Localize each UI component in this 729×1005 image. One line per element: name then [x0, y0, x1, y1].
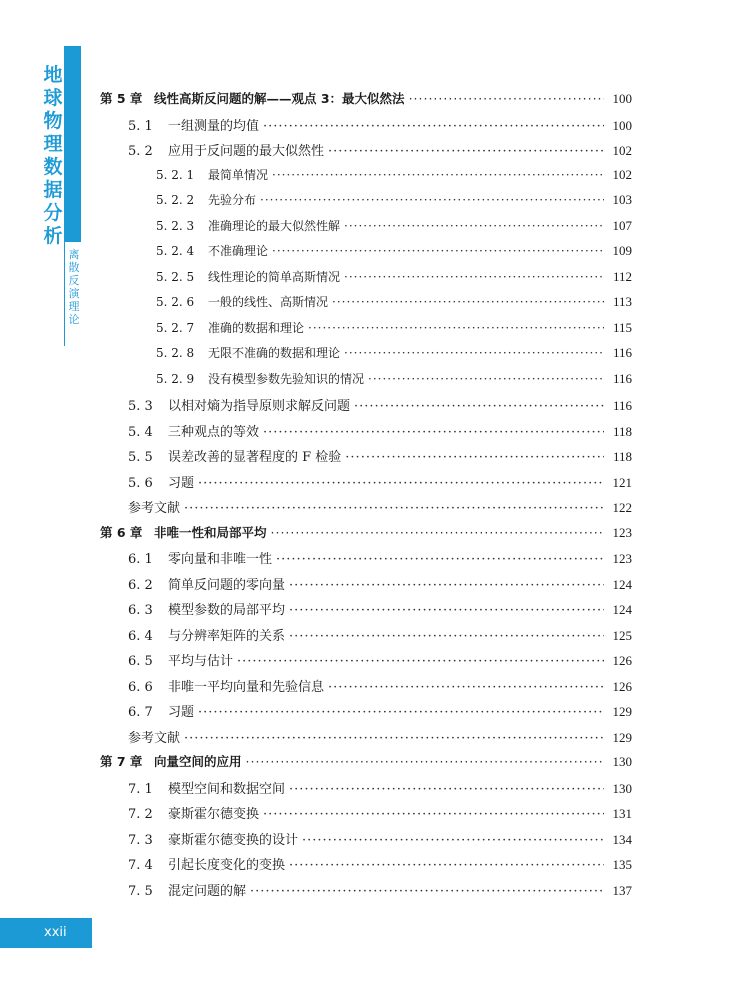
page-number: xxii — [44, 925, 67, 940]
subtitle-char: 散 — [68, 261, 80, 274]
dot-leader — [354, 399, 604, 414]
toc-entry-title: 线性高斯反问题的解——观点 3：最大似然法 — [154, 91, 405, 106]
dot-leader — [263, 807, 604, 822]
dot-leader — [289, 858, 604, 873]
toc-entry-title: 混定问题的解 — [168, 883, 247, 899]
toc-entry-number: 5. 5 — [128, 450, 153, 465]
toc-entry-page: 137 — [612, 882, 632, 898]
toc-entry-title: 模型空间和数据空间 — [168, 781, 286, 797]
toc-entry-page: 130 — [612, 754, 632, 769]
toc-section-entry[interactable] — [100, 242, 632, 268]
toc-entry-page: 102 — [612, 166, 632, 182]
toc-entry-page: 129 — [612, 704, 632, 719]
dot-leader — [289, 629, 604, 644]
toc-section-entry[interactable] — [100, 599, 632, 625]
toc-entry-title: 引起长度变化的变换 — [168, 858, 286, 873]
toc-entry-title: 以相对熵为指导原则求解反问题 — [168, 399, 351, 414]
dot-leader — [344, 219, 604, 233]
title-char: 物 — [43, 110, 63, 132]
toc-chapter-entry[interactable] — [100, 752, 632, 778]
toc-entry-number: 7. 2 — [128, 807, 153, 822]
toc-section-entry[interactable] — [100, 625, 632, 651]
toc-entry-title: 参考文献 — [128, 501, 181, 516]
toc-section-entry[interactable] — [100, 395, 632, 421]
toc-entry-number: 第 5 章 — [100, 91, 143, 106]
dot-leader — [344, 270, 604, 284]
toc-section-entry[interactable] — [100, 701, 632, 727]
toc-entry-page: 134 — [612, 831, 632, 847]
toc-references-entry[interactable] — [100, 497, 632, 523]
book-subtitle-vertical — [66, 248, 82, 326]
toc-entry-page: 102 — [612, 143, 632, 158]
toc-entry-title: 模型参数的局部平均 — [168, 603, 286, 618]
toc-entry-page: 103 — [612, 192, 632, 207]
table-of-contents — [100, 89, 632, 905]
toc-section-entry[interactable] — [100, 880, 632, 906]
toc-entry-number: 6. 7 — [128, 705, 153, 720]
dot-leader — [289, 782, 604, 797]
toc-entry-title: 习题 — [168, 705, 195, 720]
toc-entry-page: 125 — [612, 627, 632, 643]
dot-leader — [184, 731, 604, 746]
toc-entry-number: 5. 2. 6 — [156, 295, 195, 309]
toc-entry-number: 7. 3 — [128, 832, 153, 848]
toc-entry-page: 109 — [612, 243, 632, 258]
toc-section-entry[interactable] — [100, 217, 632, 243]
toc-entry-page: 115 — [612, 319, 632, 335]
toc-section-entry[interactable] — [100, 293, 632, 319]
toc-entry-page: 118 — [612, 449, 632, 464]
toc-entry-page: 124 — [612, 602, 632, 617]
dot-leader — [289, 578, 604, 593]
toc-entry-title: 一组测量的均值 — [168, 118, 260, 134]
dot-leader — [328, 144, 604, 159]
side-divider — [64, 242, 65, 346]
dot-leader — [332, 295, 604, 309]
toc-section-entry[interactable] — [100, 676, 632, 702]
title-char: 地 — [43, 64, 63, 86]
dot-leader — [272, 168, 604, 182]
subtitle-char: 论 — [68, 313, 80, 326]
toc-entry-page: 123 — [612, 551, 632, 566]
toc-entry-page: 121 — [612, 474, 632, 490]
toc-entry-number: 5. 6 — [128, 475, 153, 491]
toc-entry-title: 向量空间的应用 — [154, 754, 242, 769]
toc-entry-number: 5. 2. 4 — [156, 244, 195, 258]
toc-section-entry[interactable] — [100, 472, 632, 498]
toc-entry-number: 5. 4 — [128, 424, 153, 440]
toc-section-entry[interactable] — [100, 191, 632, 217]
toc-entry-number: 5. 2. 8 — [156, 346, 195, 360]
subtitle-char: 演 — [68, 287, 80, 300]
toc-chapter-entry[interactable] — [100, 89, 632, 115]
toc-entry-number: 6. 4 — [128, 628, 153, 644]
toc-entry-title: 无限不准确的数据和理论 — [208, 346, 341, 360]
book-title-vertical — [40, 64, 66, 248]
toc-entry-number: 5. 2 — [128, 144, 153, 159]
toc-entry-page: 116 — [612, 345, 632, 360]
toc-entry-page: 122 — [612, 500, 632, 515]
dot-leader — [198, 476, 604, 491]
toc-entry-number: 第 6 章 — [100, 524, 143, 540]
toc-entry-number: 5. 3 — [128, 399, 153, 414]
toc-section-entry[interactable] — [100, 650, 632, 676]
toc-entry-number: 7. 1 — [128, 781, 153, 797]
toc-entry-number: 第 7 章 — [100, 754, 143, 769]
toc-entry-number: 6. 5 — [128, 654, 153, 669]
title-char: 据 — [43, 179, 63, 201]
toc-entry-title: 线性理论的简单高斯情况 — [208, 269, 341, 284]
toc-entry-page: 126 — [612, 653, 632, 668]
toc-entry-title: 与分辨率矩阵的关系 — [168, 628, 286, 644]
toc-entry-title: 习题 — [168, 475, 195, 491]
toc-entry-title: 先验分布 — [208, 193, 257, 207]
title-char: 理 — [43, 133, 63, 155]
toc-entry-title: 应用于反问题的最大似然性 — [168, 144, 325, 159]
toc-entry-page: 116 — [612, 370, 632, 386]
toc-entry-page: 100 — [612, 117, 632, 133]
toc-section-entry[interactable] — [100, 829, 632, 855]
toc-entry-number: 5. 2. 5 — [156, 269, 195, 284]
toc-entry-title: 准确理论的最大似然性解 — [208, 218, 341, 233]
side-tab-bar — [64, 46, 81, 242]
toc-entry-number: 7. 4 — [128, 858, 153, 873]
toc-entry-page: 113 — [612, 294, 632, 309]
dot-leader — [260, 193, 604, 207]
title-char: 分 — [43, 202, 63, 224]
toc-chapter-entry[interactable] — [100, 523, 632, 549]
title-char: 数 — [43, 156, 63, 178]
toc-entry-number: 5. 2. 9 — [156, 371, 195, 386]
dot-leader — [308, 321, 604, 335]
toc-entry-page: 123 — [612, 524, 632, 540]
dot-leader — [276, 552, 604, 567]
toc-entry-title: 一般的线性、高斯情况 — [208, 295, 329, 309]
dot-leader — [271, 525, 604, 540]
subtitle-char: 反 — [68, 274, 80, 287]
toc-section-entry[interactable] — [100, 421, 632, 447]
toc-entry-page: 129 — [612, 729, 632, 745]
subtitle-char: 理 — [68, 300, 80, 313]
toc-entry-number: 5. 2. 2 — [156, 193, 195, 207]
dot-leader — [237, 654, 604, 669]
toc-entry-title: 没有模型参数先验知识的情况 — [208, 371, 365, 386]
toc-entry-title: 最简单情况 — [208, 167, 269, 182]
dot-leader — [345, 450, 604, 465]
toc-entry-title: 三种观点的等效 — [168, 424, 260, 440]
toc-section-entry[interactable] — [100, 574, 632, 600]
dot-leader — [198, 705, 604, 720]
toc-section-entry[interactable] — [100, 140, 632, 166]
toc-entry-title: 豪斯霍尔德变换 — [168, 807, 260, 822]
dot-leader — [246, 754, 604, 769]
toc-entry-number: 6. 1 — [128, 552, 153, 567]
toc-entry-number: 5. 2. 7 — [156, 320, 195, 335]
toc-entry-number: 6. 3 — [128, 603, 153, 618]
toc-entry-title: 零向量和非唯一性 — [168, 552, 273, 567]
dot-leader — [272, 244, 604, 258]
dot-leader — [250, 884, 604, 899]
title-char: 球 — [43, 87, 63, 109]
toc-entry-page: 112 — [612, 268, 632, 284]
toc-entry-page: 118 — [612, 423, 632, 439]
toc-entry-title: 参考文献 — [128, 730, 181, 746]
dot-leader — [302, 833, 604, 848]
toc-entry-page: 100 — [612, 91, 632, 106]
toc-entry-title: 误差改善的显著程度的 F 检验 — [168, 450, 342, 465]
dot-leader — [344, 346, 604, 360]
dot-leader — [409, 91, 604, 106]
toc-references-entry[interactable] — [100, 727, 632, 753]
toc-entry-number: 5. 2. 3 — [156, 218, 195, 233]
toc-section-entry[interactable] — [100, 166, 632, 192]
toc-section-entry[interactable] — [100, 370, 632, 396]
toc-section-entry[interactable] — [100, 854, 632, 880]
dot-leader — [263, 425, 604, 440]
toc-entry-title: 豪斯霍尔德变换的设计 — [168, 832, 299, 848]
dot-leader — [184, 501, 604, 516]
dot-leader — [263, 119, 604, 134]
toc-entry-page: 116 — [612, 398, 632, 413]
toc-entry-number: 5. 2. 1 — [156, 167, 195, 182]
toc-entry-page: 131 — [612, 806, 632, 821]
dot-leader — [328, 680, 604, 695]
subtitle-char: 离 — [68, 248, 80, 261]
toc-entry-page: 130 — [612, 780, 632, 796]
toc-section-entry[interactable] — [100, 344, 632, 370]
toc-section-entry[interactable] — [100, 115, 632, 141]
toc-section-entry[interactable] — [100, 803, 632, 829]
toc-entry-title: 不准确理论 — [208, 244, 269, 258]
toc-entry-number: 6. 2 — [128, 577, 153, 593]
toc-section-entry[interactable] — [100, 446, 632, 472]
toc-section-entry[interactable] — [100, 268, 632, 294]
toc-entry-title: 非唯一性和局部平均 — [154, 524, 267, 540]
toc-entry-title: 非唯一平均向量和先验信息 — [168, 679, 325, 695]
toc-entry-number: 6. 6 — [128, 679, 153, 695]
toc-section-entry[interactable] — [100, 548, 632, 574]
toc-entry-page: 135 — [612, 857, 632, 872]
toc-entry-page: 107 — [612, 217, 632, 233]
toc-section-entry[interactable] — [100, 778, 632, 804]
dot-leader — [368, 372, 604, 386]
toc-entry-page: 124 — [612, 576, 632, 592]
toc-section-entry[interactable] — [100, 319, 632, 345]
toc-entry-title: 平均与估计 — [168, 654, 234, 669]
toc-entry-title: 准确的数据和理论 — [208, 320, 305, 335]
toc-entry-page: 126 — [612, 678, 632, 694]
toc-entry-number: 5. 1 — [128, 118, 153, 134]
toc-entry-number: 7. 5 — [128, 883, 153, 899]
dot-leader — [289, 603, 604, 618]
title-char: 析 — [43, 225, 63, 247]
toc-entry-title: 简单反问题的零向量 — [168, 577, 286, 593]
